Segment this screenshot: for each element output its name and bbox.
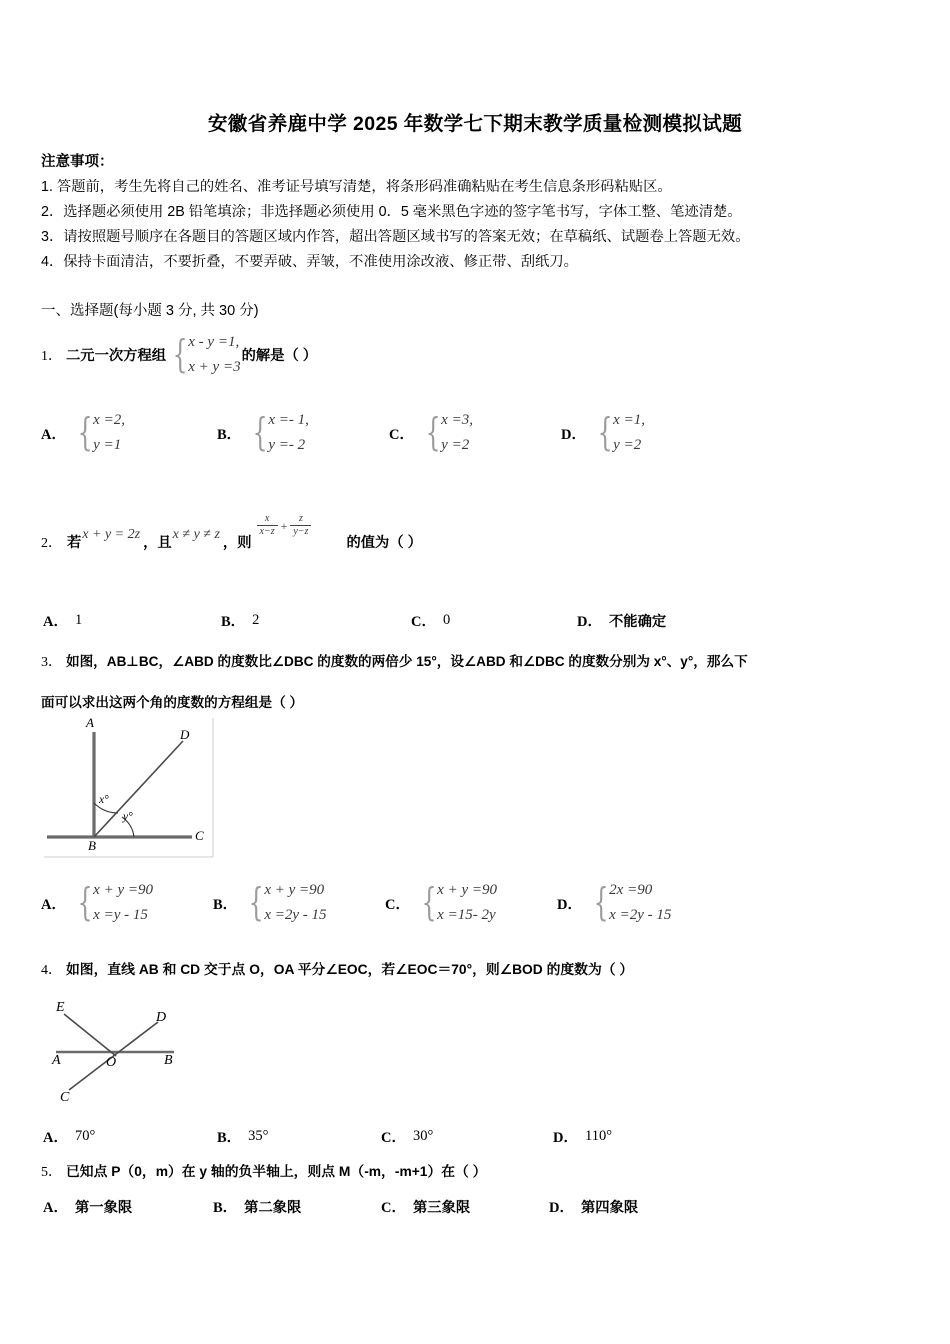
choice-5-D-label: D． bbox=[549, 1200, 574, 1216]
choice-4-A-text: 70° bbox=[74, 1128, 96, 1144]
question-4-label-E: E bbox=[56, 1000, 65, 1015]
choice-1-D-row-1: x =1, bbox=[613, 412, 645, 428]
choice-3-D-row-2: x =2y - 15 bbox=[609, 907, 672, 923]
fraction-a-numerator: x bbox=[264, 513, 270, 524]
question-2-fraction-expression bbox=[256, 514, 313, 538]
fraction-b bbox=[290, 513, 311, 537]
choice-5-D[interactable] bbox=[549, 1196, 638, 1217]
choice-4-C-text: 30° bbox=[412, 1128, 434, 1144]
question-4 bbox=[41, 958, 931, 979]
question-1-stem-after: 的解是（ ） bbox=[241, 348, 318, 364]
choice-1-A-row-2: y =1 bbox=[93, 437, 122, 453]
choice-4-A[interactable] bbox=[43, 1126, 95, 1147]
choice-3-B-label: B． bbox=[213, 896, 238, 913]
page-title: 安徽省养鹿中学 2025 年数学七下期末教学质量检测模拟试题 bbox=[207, 113, 743, 135]
choice-2-B-text: 2 bbox=[252, 612, 260, 628]
left-brace-icon: { bbox=[252, 410, 268, 455]
question-3-line-2: 面可以求出这两个角的度数的方程组是（ ） bbox=[41, 695, 304, 710]
fraction-b-numerator: z bbox=[298, 513, 303, 524]
choice-1-D[interactable] bbox=[561, 408, 645, 458]
choice-3-B-row-2: x =2y - 15 bbox=[264, 907, 327, 923]
question-2-part-4: 的值为（ ） bbox=[346, 535, 422, 551]
choice-1-D-row-2: y =2 bbox=[613, 437, 642, 453]
choice-3-A-label: A． bbox=[41, 896, 66, 913]
left-brace-icon: { bbox=[77, 410, 93, 455]
choice-5-A-text: 第一象限 bbox=[74, 1199, 133, 1216]
choice-3-A-row-1: x + y =90 bbox=[93, 882, 153, 898]
left-brace-icon: { bbox=[77, 880, 93, 925]
choice-1-C[interactable] bbox=[389, 408, 473, 458]
choice-1-D-label: D． bbox=[561, 426, 586, 443]
question-3-number: 3． bbox=[41, 655, 62, 670]
question-2 bbox=[41, 513, 422, 552]
choice-5-C-label: C． bbox=[381, 1200, 406, 1216]
choice-3-A-row-2: x =y - 15 bbox=[93, 907, 148, 923]
choice-2-A[interactable] bbox=[43, 610, 82, 631]
question-3-line-1: 如图，AB⊥BC，∠ABD 的度数比∠DBC 的度数的两倍少 15°，设∠ABD 和∠DBC 的度数分别为 x°、y°，那么下 bbox=[66, 654, 748, 669]
question-1-number: 1． bbox=[41, 349, 62, 364]
choice-1-C-row-1: x =3, bbox=[441, 412, 473, 428]
question-4-label-B: B bbox=[164, 1053, 173, 1068]
question-5 bbox=[41, 1160, 931, 1181]
question-4-number: 4． bbox=[41, 963, 62, 978]
question-2-expression-1: x + y = 2z bbox=[82, 527, 141, 542]
choice-5-B[interactable] bbox=[213, 1196, 301, 1217]
choice-5-D-text: 第四象限 bbox=[580, 1199, 639, 1216]
question-1-system-row-1: x - y =1, bbox=[188, 334, 240, 350]
choice-4-D[interactable] bbox=[553, 1126, 612, 1147]
notice-block bbox=[41, 150, 921, 275]
question-3-label-C: C bbox=[195, 828, 204, 843]
notice-item-2: 2．选择题必须使用 2B 铅笔填涂；非选择题必须使用 0．5 毫米黑色字迹的签字笔书写，字体工整、笔迹清楚。 bbox=[41, 204, 742, 220]
question-4-label-A: A bbox=[52, 1053, 61, 1068]
question-5-line-1: 已知点 P（0，m）在 y 轴的负半轴上，则点 M（-m，-m+1）在（ ） bbox=[66, 1164, 487, 1179]
left-brace-icon: { bbox=[248, 880, 264, 925]
notice-heading: 注意事项： bbox=[41, 154, 114, 170]
fraction-a bbox=[257, 513, 278, 537]
choice-4-C[interactable] bbox=[381, 1126, 433, 1147]
choice-2-A-text: 1 bbox=[74, 612, 83, 628]
question-1-system bbox=[168, 330, 241, 380]
choice-3-D[interactable] bbox=[557, 878, 671, 928]
choice-2-C-text: 0 bbox=[442, 612, 451, 628]
notice-item-4: 4．保持卡面清洁，不要折叠，不要弄破、弄皱，不准使用涂改液、修正带、刮纸刀。 bbox=[41, 254, 578, 270]
choice-3-D-label: D． bbox=[557, 896, 582, 913]
choice-5-A[interactable] bbox=[43, 1196, 132, 1217]
choice-4-A-label: A． bbox=[43, 1130, 68, 1146]
choice-1-B-row-2: y =- 2 bbox=[268, 437, 306, 453]
question-3-label-x: x° bbox=[99, 794, 109, 806]
choice-1-A-row-1: x =2, bbox=[93, 412, 125, 428]
question-3-figure bbox=[44, 715, 214, 858]
question-5-number: 5． bbox=[41, 1165, 62, 1180]
left-brace-icon: { bbox=[172, 332, 188, 377]
left-brace-icon: { bbox=[425, 410, 441, 455]
choice-1-B-row-1: x =- 1, bbox=[268, 412, 309, 428]
question-4-line-1: 如图，直线 AB 和 CD 交于点 O，OA 平分∠EOC，若∠EOC＝70°，则∠BOD 的度数为（ ） bbox=[66, 962, 634, 977]
choice-2-A-label: A． bbox=[43, 614, 68, 630]
choice-2-D-label: D． bbox=[577, 614, 602, 630]
choice-5-A-label: A． bbox=[43, 1200, 68, 1216]
choice-2-C[interactable] bbox=[411, 610, 450, 631]
question-3-label-B: B bbox=[88, 838, 96, 853]
left-brace-icon: { bbox=[597, 410, 613, 455]
choice-5-C-text: 第三象限 bbox=[412, 1199, 471, 1216]
question-2-part-1: 若 bbox=[67, 535, 82, 551]
question-4-figure bbox=[46, 1000, 216, 1115]
question-2-number: 2． bbox=[41, 536, 62, 551]
question-1-system-row-2: x + y =3 bbox=[188, 359, 241, 375]
choice-3-A[interactable] bbox=[41, 878, 153, 928]
left-brace-icon: { bbox=[593, 880, 609, 925]
choice-2-D[interactable] bbox=[577, 610, 666, 631]
choice-5-C[interactable] bbox=[381, 1196, 470, 1217]
choice-4-C-label: C． bbox=[381, 1130, 406, 1146]
choice-2-C-label: C． bbox=[411, 614, 436, 630]
choice-1-C-row-2: y =2 bbox=[441, 437, 470, 453]
choice-3-C-row-1: x + y =90 bbox=[437, 882, 497, 898]
choice-3-D-row-1: 2x =90 bbox=[609, 882, 653, 898]
choice-4-B-text: 35° bbox=[248, 1128, 269, 1144]
question-3-choices bbox=[41, 878, 941, 938]
question-1-choices bbox=[41, 408, 941, 468]
question-3-label-D: D bbox=[180, 727, 190, 742]
choice-2-B[interactable] bbox=[221, 610, 259, 631]
question-5-choices bbox=[41, 1196, 941, 1220]
choice-3-C-label: C． bbox=[385, 896, 410, 913]
fraction-b-denominator: y−z bbox=[290, 525, 311, 538]
choice-1-A-label: A． bbox=[41, 426, 66, 443]
question-3 bbox=[41, 650, 931, 711]
question-1 bbox=[41, 330, 317, 380]
choice-5-B-label: B． bbox=[213, 1200, 238, 1216]
choice-3-C[interactable] bbox=[385, 878, 497, 928]
fraction-a-denominator: x−z bbox=[257, 525, 278, 538]
choice-1-C-label: C． bbox=[389, 426, 414, 443]
choice-3-B[interactable] bbox=[213, 878, 327, 928]
question-2-expression-2: x ≠ y ≠ z bbox=[172, 527, 220, 542]
choice-4-B-label: B． bbox=[217, 1130, 242, 1146]
notice-item-3: 3．请按照题号顺序在各题目的答题区域内作答，超出答题区域书写的答案无效；在草稿纸、试题卷上答题无效。 bbox=[41, 229, 750, 245]
notice-item-1: 1. 答题前，考生先将自己的姓名、准考证号填写清楚，将条形码准确粘贴在考生信息条形码粘贴区。 bbox=[41, 179, 672, 195]
choice-2-D-text: 不能确定 bbox=[608, 613, 667, 630]
choice-3-B-row-1: x + y =90 bbox=[264, 882, 325, 898]
choice-4-D-text: 110° bbox=[584, 1128, 612, 1144]
choice-4-B[interactable] bbox=[217, 1126, 268, 1147]
question-3-label-A: A bbox=[86, 715, 94, 730]
section-heading: 一、选择题(每小题 3 分, 共 30 分) bbox=[41, 303, 259, 319]
choice-1-B[interactable] bbox=[217, 408, 309, 458]
question-2-choices bbox=[41, 610, 941, 634]
question-4-choices bbox=[41, 1126, 941, 1150]
choice-2-B-label: B． bbox=[221, 614, 246, 630]
choice-1-A[interactable] bbox=[41, 408, 125, 458]
choice-1-B-label: B． bbox=[217, 426, 242, 443]
left-brace-icon: { bbox=[421, 880, 437, 925]
question-3-label-y: y° bbox=[123, 811, 133, 823]
question-2-part-2: ，且 bbox=[143, 535, 172, 551]
question-4-label-C: C bbox=[60, 1090, 70, 1105]
choice-4-D-label: D． bbox=[553, 1130, 578, 1146]
question-2-part-3: ，则 bbox=[222, 535, 252, 551]
question-4-label-O: O bbox=[106, 1055, 117, 1070]
choice-3-C-row-2: x =15- 2y bbox=[437, 907, 496, 923]
choice-5-B-text: 第二象限 bbox=[244, 1199, 302, 1216]
question-4-label-D: D bbox=[156, 1010, 167, 1025]
question-1-stem-before: 二元一次方程组 bbox=[66, 348, 167, 364]
fraction-plus-sign: + bbox=[280, 518, 288, 533]
question-4-figure-svg bbox=[46, 1000, 216, 1115]
